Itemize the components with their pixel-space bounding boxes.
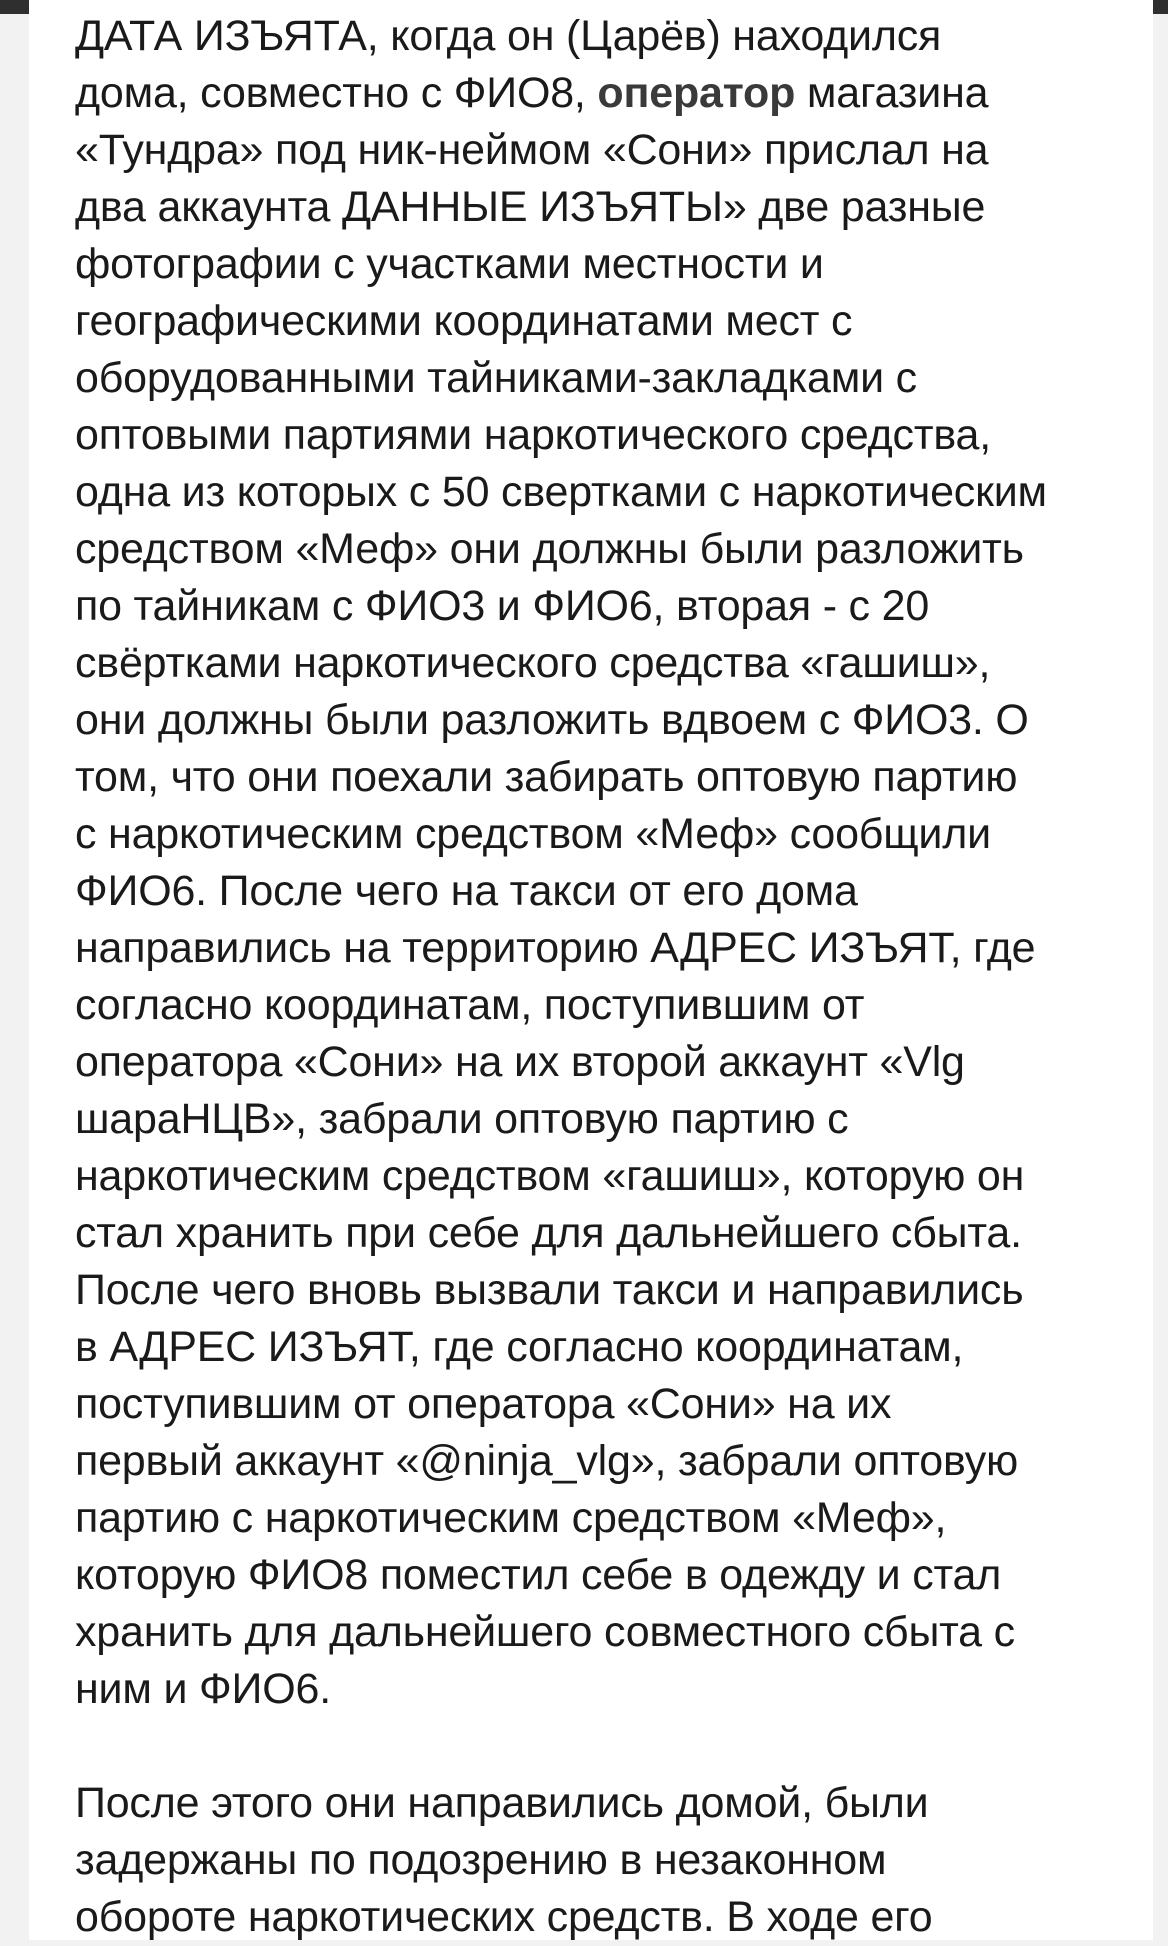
text-line: [75, 179, 1145, 236]
text-line: [75, 692, 1145, 749]
text-segment: первый аккаунт «@ninja_vlg», забрали оптовую: [75, 1437, 1019, 1485]
text-segment: с наркотическим средством «Меф» сообщили: [75, 810, 991, 858]
text-line: [75, 1490, 1145, 1547]
text-segment: два аккаунта ДАННЫЕ ИЗЪЯТЫ» две разные: [75, 183, 986, 231]
text-line: [75, 65, 1145, 122]
text-segment: географическими координатами мест с: [75, 297, 853, 345]
text-line: [75, 464, 1145, 521]
text-segment: ФИО6. После чего на такси от его дома: [75, 867, 858, 915]
text-segment: ним и ФИО6.: [75, 1665, 331, 1713]
text-line: [75, 1376, 1145, 1433]
text-segment: свёртками наркотического средства «гашиш»,: [75, 639, 991, 687]
text-line: [75, 1148, 1145, 1205]
text-segment: После чего вновь вызвали такси и направились: [75, 1266, 1024, 1314]
text-line: [75, 749, 1145, 806]
text-line: [75, 122, 1145, 179]
text-segment: После этого они направились домой, были: [75, 1779, 929, 1827]
text-segment: фотографии с участками местности и: [75, 240, 824, 288]
text-line: [75, 1091, 1145, 1148]
text-segment: согласно координатам, поступившим от: [75, 981, 865, 1029]
text-segment: в АДРЕС ИЗЪЯТ, где согласно координатам,: [75, 1323, 964, 1371]
text-line: [75, 806, 1145, 863]
article-sheet: [29, 0, 1153, 1940]
text-segment: поступившим от оператора «Сони» на их: [75, 1380, 892, 1428]
text-segment: ДАТА ИЗЪЯТА, когда он (Царёв) находился: [75, 12, 942, 60]
text-segment: оптовыми партиями наркотического средства,: [75, 411, 991, 459]
text-segment: средством «Меф» они должны были разложить: [75, 525, 1024, 573]
paragraph-gap: [75, 1718, 1145, 1775]
text-segment: «Тундра» под ник-неймом «Сони» прислал на: [75, 126, 989, 174]
paragraph-1: [75, 8, 1145, 1718]
text-line: [75, 635, 1145, 692]
text-line: [75, 1034, 1145, 1091]
text-segment: задержаны по подозрению в незаконном: [75, 1836, 887, 1884]
text-segment: хранить для дальнейшего совместного сбыта с: [75, 1608, 1015, 1656]
text-segment: шараНЦВ», забрали оптовую партию с: [75, 1095, 849, 1143]
paragraph-2: [75, 1775, 1145, 1946]
text-segment: одна из которых с 50 свертками с наркотическим: [75, 468, 1047, 516]
text-line: [75, 1262, 1145, 1319]
text-line: [75, 350, 1145, 407]
text-segment: направились на территорию АДРЕС ИЗЪЯТ, где: [75, 924, 1036, 972]
text-line: [75, 8, 1145, 65]
text-line: [75, 578, 1145, 635]
text-line: [75, 236, 1145, 293]
text-line: [75, 293, 1145, 350]
text-line: [75, 1604, 1145, 1661]
text-segment: которую ФИО8 поместил себе в одежду и стал: [75, 1551, 1002, 1599]
text-segment: дома, совместно с ФИО8,: [75, 69, 598, 117]
text-line: [75, 1661, 1145, 1718]
text-segment: по тайникам с ФИО3 и ФИО6, вторая - с 20: [75, 582, 930, 630]
text-line: [75, 920, 1145, 977]
bold-operator-text: оператор: [597, 69, 796, 117]
text-segment: магазина: [795, 69, 989, 117]
text-line: [75, 1547, 1145, 1604]
text-line: [75, 977, 1145, 1034]
text-segment: том, что они поехали забирать оптовую партию: [75, 753, 1018, 801]
text-line: [75, 1205, 1145, 1262]
text-line: [75, 1832, 1145, 1889]
article-text: [75, 8, 1145, 1946]
text-segment: партию с наркотическим средством «Меф»,: [75, 1494, 947, 1542]
text-line: [75, 1775, 1145, 1832]
text-line: [75, 1319, 1145, 1376]
text-segment: стал хранить при себе для дальнейшего сбыта.: [75, 1209, 1022, 1257]
text-line: [75, 1889, 1145, 1946]
text-segment: оператора «Сони» на их второй аккаунт «Vlg: [75, 1038, 965, 1086]
text-segment: обороте наркотических средств. В ходе его: [75, 1893, 933, 1941]
text-segment: они должны были разложить вдвоем с ФИО3. О: [75, 696, 1029, 744]
text-line: [75, 407, 1145, 464]
text-line: [75, 863, 1145, 920]
text-segment: наркотическим средством «гашиш», которую он: [75, 1152, 1025, 1200]
text-line: [75, 521, 1145, 578]
text-segment: оборудованными тайниками-закладками с: [75, 354, 917, 402]
text-line: [75, 1433, 1145, 1490]
